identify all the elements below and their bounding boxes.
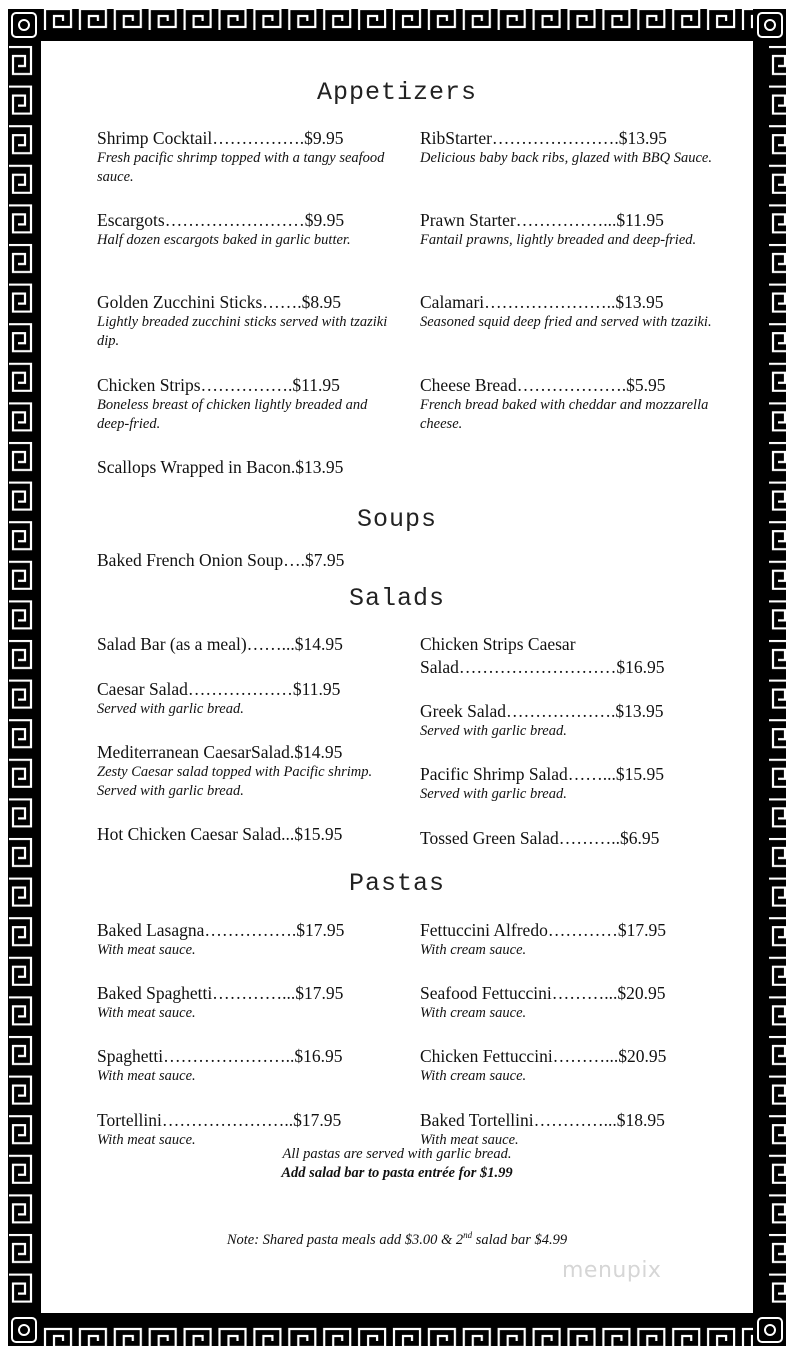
menu-item: Fettuccini Alfredo…………$17.95 With cream sauce. (420, 920, 666, 958)
menu-item: Escargots……………………$9.95 Half dozen escargots baked in garlic butter. (97, 210, 351, 248)
salads-heading: Salads (348, 584, 445, 613)
menu-item: Cheese Bread……………….$5.95 French bread baked with cheddar and mozzarella cheese. (420, 375, 709, 432)
menu-item: Prawn Starter……………...$11.95 Fantail prawns, lightly breaded and deep-fried. (420, 210, 697, 248)
menu-item: RibStarter………………….$13.95 Delicious baby back ribs, glazed with BBQ Sauce. (420, 128, 712, 166)
menu-item: Seafood Fettuccini………...$20.95 With cream sauce. (420, 983, 666, 1021)
menu-item: Chicken Fettuccini………...$20.95 With cream sauce. (420, 1046, 667, 1084)
watermark-logo: menupix (562, 1258, 662, 1283)
menu-item: Shrimp Cocktail…………….$9.95 Fresh pacific shrimp topped with a tangy seafood sauce. (97, 128, 385, 185)
menu-item: Pacific Shrimp Salad……...$15.95 Served with garlic bread. (420, 764, 665, 802)
menu-item: Salad Bar (as a meal)……...$14.95 (97, 634, 343, 654)
menu-item: Calamari…………………..$13.95 Seasoned squid deep fried and served with tzaziki. (420, 292, 712, 330)
menu-item: Golden Zucchini Sticks…….$8.95 Lightly breaded zucchini sticks served with tzaziki dip. (97, 292, 388, 349)
menu-item: Scallops Wrapped in Bacon.$13.95 (97, 457, 344, 477)
pasta-garlic-note: All pastas are served with garlic bread. (282, 1146, 512, 1162)
menu-item: Baked Tortellini…………...$18.95 With meat sauce. (420, 1110, 665, 1148)
menu-item: Baked Spaghetti…………...$17.95 With meat sauce. (97, 983, 344, 1021)
menu-item: Spaghetti…………………..$16.95 With meat sauce. (97, 1046, 343, 1084)
menu-item: Tortellini…………………..$17.95 With meat sauce. (97, 1110, 342, 1148)
soups-heading: Soups (356, 505, 437, 534)
menu-item: Mediterranean CaesarSalad.$14.95 Zesty Caesar salad topped with Pacific shrimp. Served with garlic bread. (97, 742, 373, 799)
appetizers-heading: Appetizers (316, 78, 478, 107)
menu-item: Tossed Green Salad………..$6.95 (420, 828, 660, 848)
salad-bar-addon-note: Add salad bar to pasta entrée for $1.99 (281, 1165, 513, 1181)
menu-item: Caesar Salad………………$11.95 Served with garlic bread. (97, 679, 341, 717)
menu-item: Chicken Strips Caesar Salad………………………$16.95 (420, 634, 665, 677)
menu-item: Chicken Strips…………….$11.95 Boneless breast of chicken lightly breaded and deep-fried. (97, 375, 368, 432)
menu-item: Baked French Onion Soup….$7.95 (97, 550, 345, 570)
pastas-heading: Pastas (348, 869, 445, 898)
shared-meal-note: Note: Shared pasta meals add $3.00 & 2nd salad bar $4.99 (226, 1230, 568, 1248)
menu-item: Hot Chicken Caesar Salad...$15.95 (97, 824, 343, 844)
menu-item: Greek Salad……………….$13.95 Served with garlic bread. (420, 701, 664, 739)
menu-item: Baked Lasagna…………….$17.95 With meat sauce. (97, 920, 345, 958)
